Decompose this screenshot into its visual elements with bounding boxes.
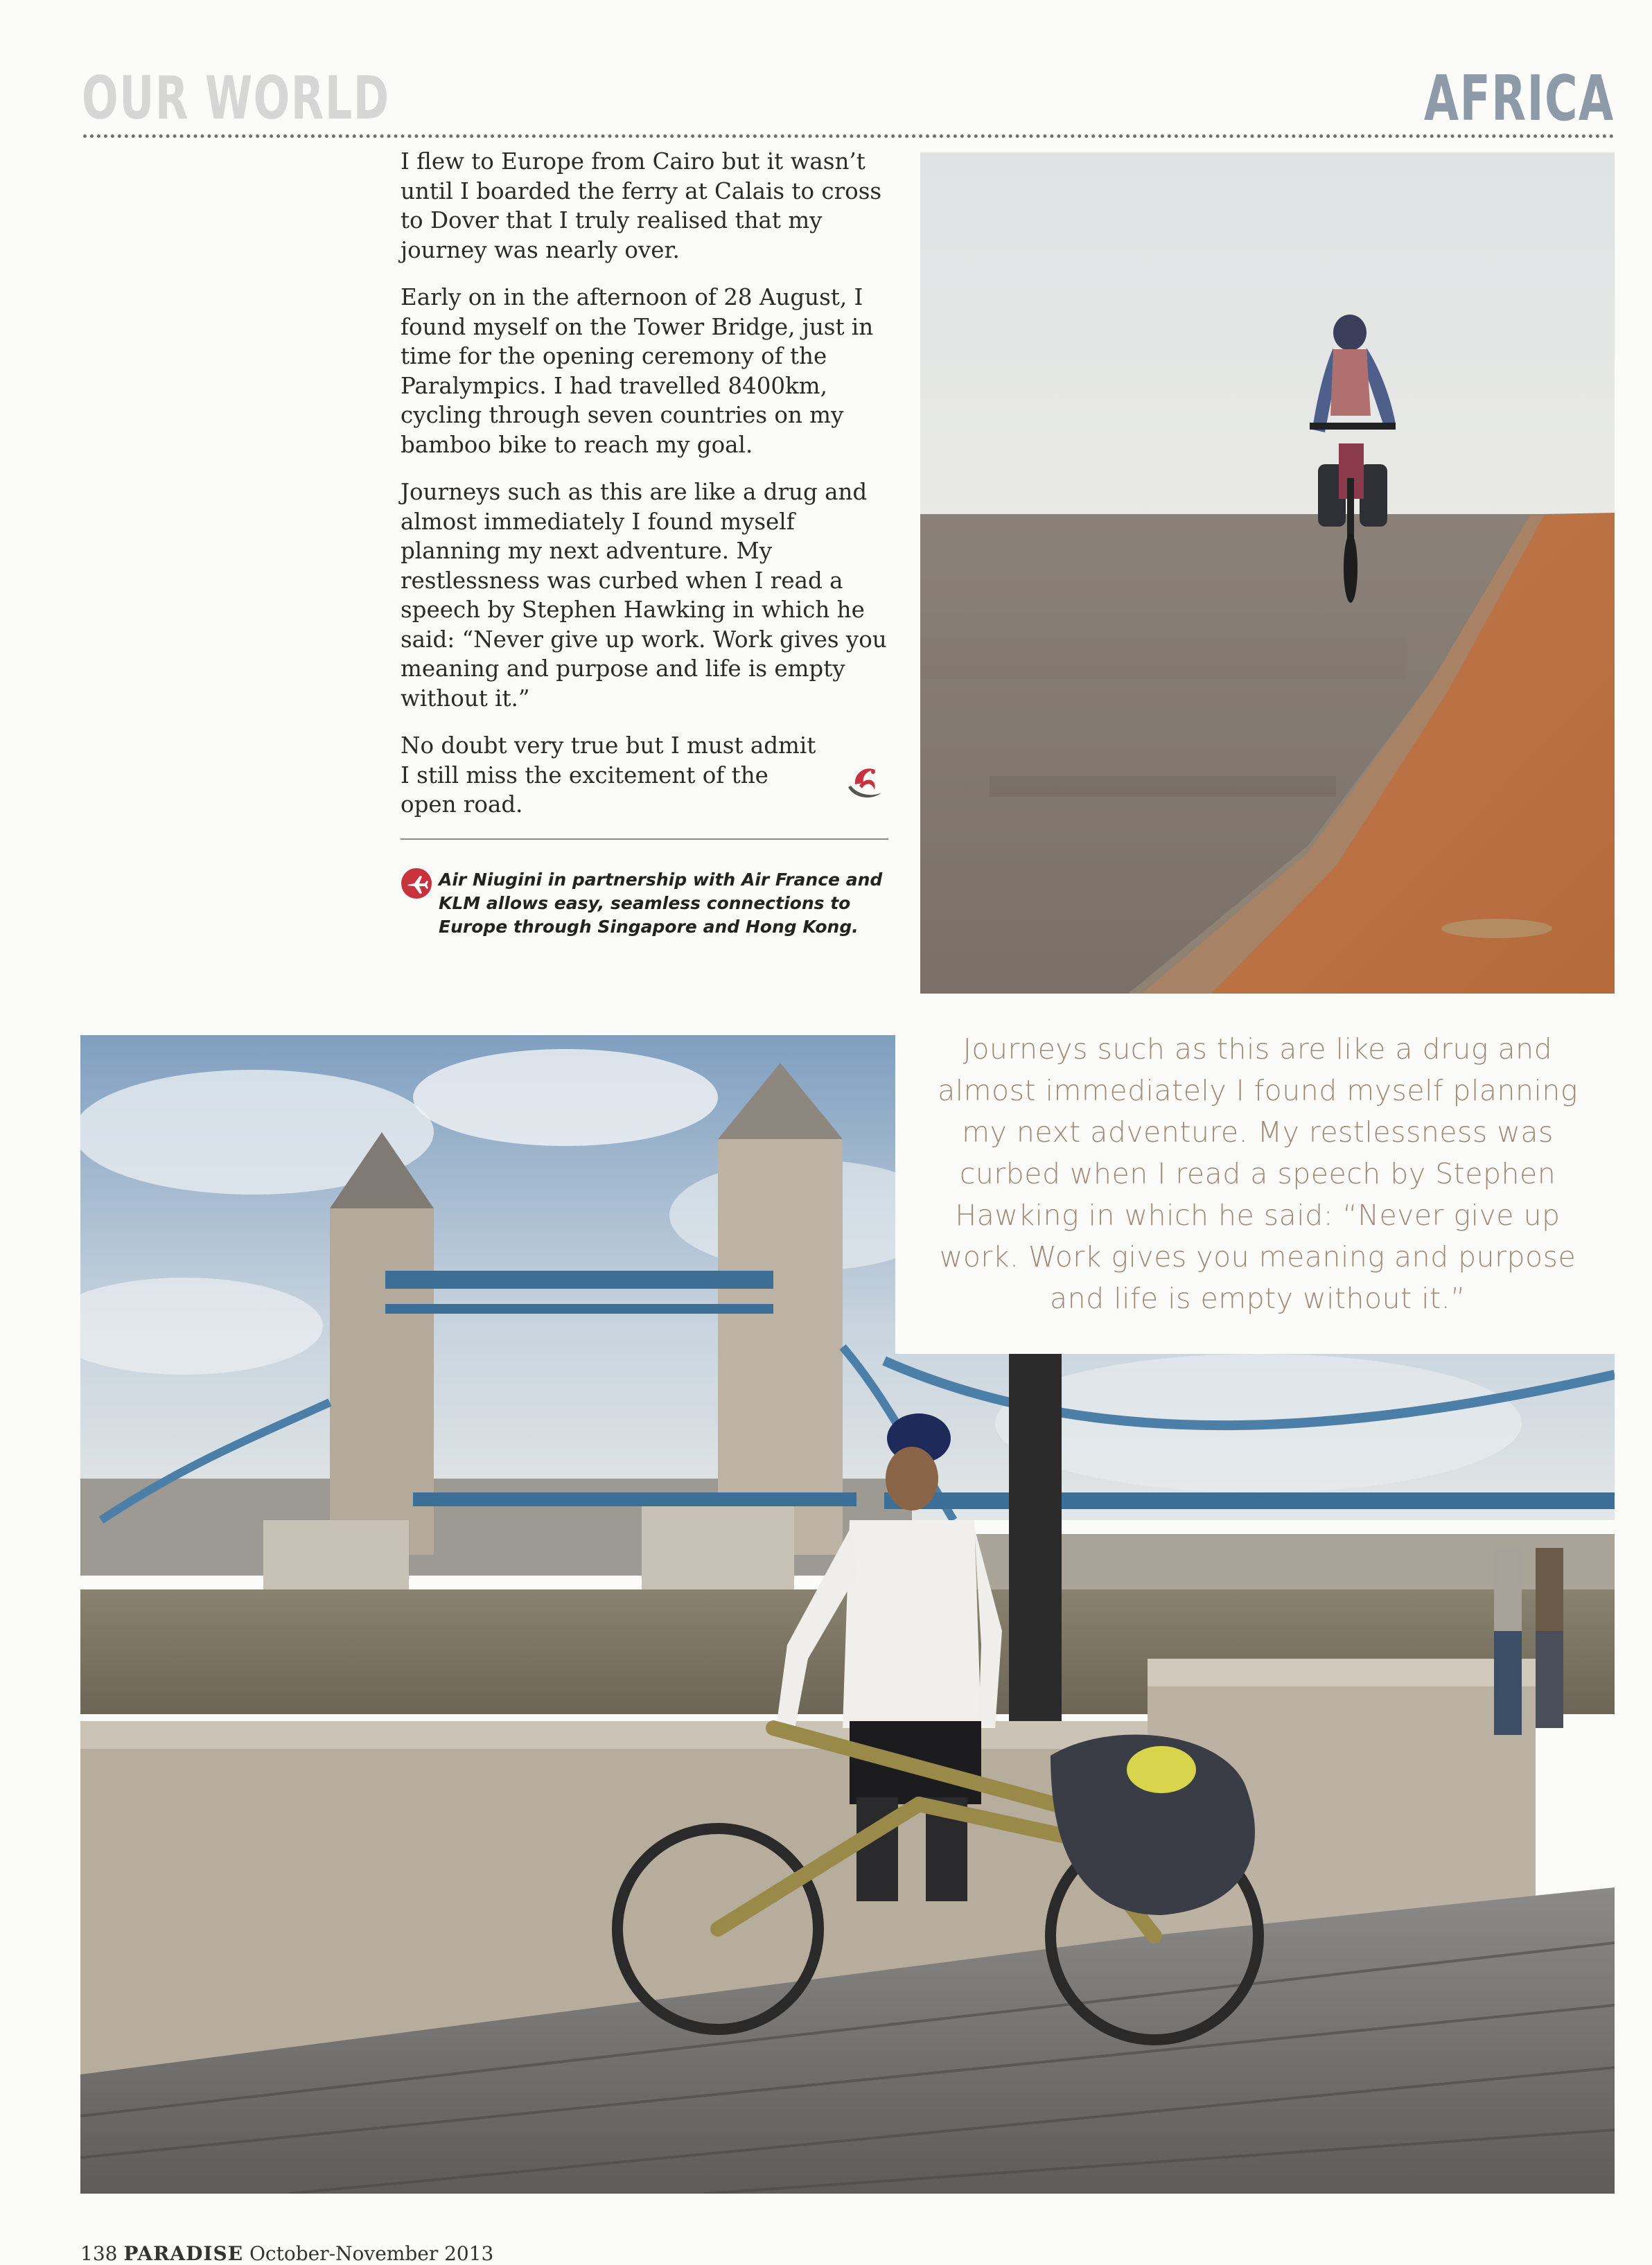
article-end-rule (401, 838, 888, 840)
pull-quote: Journeys such as this are like a drug and almost immediately I found myself planning my next adventure. My restlessness was curbed when I read a speech by Stephen Hawking in which he said: “Never give up work. Work gives you meaning and purpose and life is empty without it.” (938, 1032, 1578, 1315)
page-footer (80, 2242, 493, 2265)
header-divider (83, 134, 1615, 138)
page-number: 138 (80, 2242, 118, 2265)
article-paragraph: Early on in the afternoon of 28 August, I found myself on the Tower Bridge, just in time for the opening ceremony of the Paralympics. I had travelled 8400km, cycling through seven countries on my bamboo bike to reach my goal. (401, 284, 874, 458)
magazine-name: PARADISE (123, 2242, 244, 2265)
region-label: AFRICA (1424, 62, 1615, 135)
article-paragraph: I flew to Europe from Cairo but it wasn’t until I boarded the ferry at Calais to cross to Dover that I truly realised that my journey was nearly over. (401, 148, 882, 263)
cyclist-on-road-photo (920, 152, 1615, 994)
section-label: OUR WORLD (82, 64, 390, 133)
travel-note-text: Air Niugini in partnership with Air France and KLM allows easy, seamless connections to Europe through Singapore and Hong Kong. (439, 870, 883, 937)
article-paragraph: Journeys such as this are like a drug and almost immediately I found myself planning my next adventure. My restlessness was curbed when I read a speech by Stephen Hawking in which he said: “Never give up work. Work gives you meaning and purpose and life is empty without it.” (401, 479, 887, 712)
article-paragraph: No doubt very true but I must admit I still miss the excitement of the open road. (401, 732, 816, 818)
article-body (401, 147, 899, 838)
bird-of-paradise-logo-icon (841, 755, 890, 804)
airplane-icon (401, 867, 432, 899)
issue-date: October-November 2013 (249, 2242, 494, 2265)
